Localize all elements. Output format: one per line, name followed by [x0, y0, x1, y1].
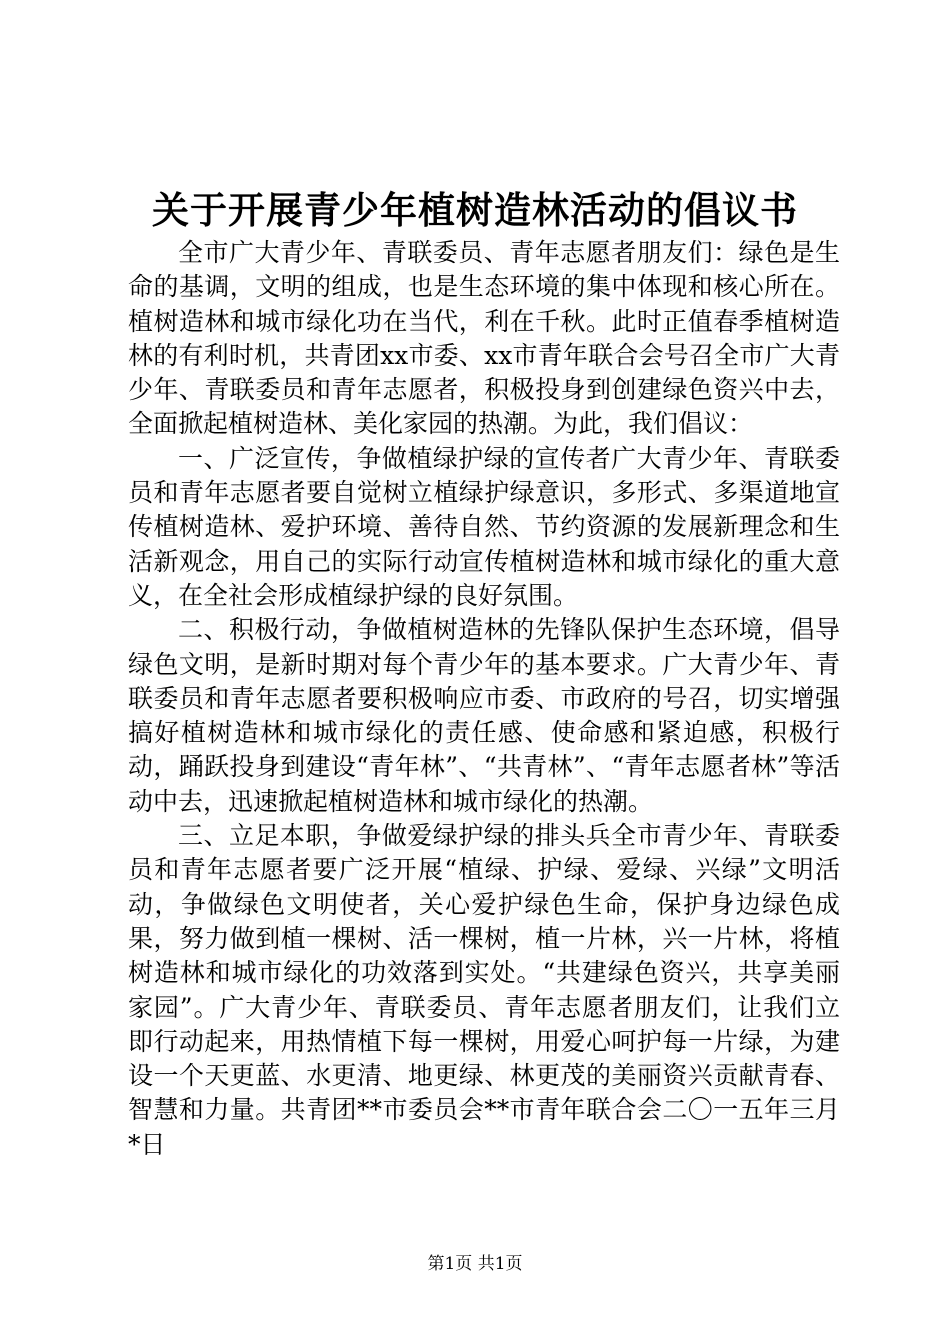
proposal-3-paragraph: 三、立足本职，争做爱绿护绿的排头兵全市青少年、青联委员和青年志愿者要广泛开展“植绿、护绿、爱绿、兴绿”文明活动，争做绿色文明使者，关心爱护绿色生命，保护身边绿色成果，努力做到植一棵树、活一棵树，植一片林，兴一片林，将植树造林和城市绿化的功效落到实处。“共建绿色资兴，共享美丽家园”。广大青少年、青联委员、青年志愿者朋友们，让我们立即行动起来，用热情植下每一棵树，用爱心呵护每一片绿，为建设一个天更蓝、水更清、地更绿、林更茂的美丽资兴贡献青春、智慧和力量。共青团**市委员会**市青年联合会二〇一五年三月*日: [128, 821, 840, 1159]
intro-paragraph: 全市广大青少年、青联委员、青年志愿者朋友们：绿色是生命的基调，文明的组成，也是生态环境的集中体现和核心所在。植树造林和城市绿化功在当代，利在千秋。此时正值春季植树造林的有利时机，共青团xx市委、xx市青年联合会号召全市广大青少年、青联委员和青年志愿者，积极投身到创建绿色资兴中去，全面掀起植树造林、美化家园的热潮。为此，我们倡议：: [128, 238, 840, 439]
page-number-footer: 第1页 共1页: [427, 1254, 523, 1274]
proposal-2-paragraph: 二、积极行动，争做植树造林的先锋队保护生态环境，倡导绿色文明，是新时期对每个青少年的基本要求。广大青少年、青联委员和青年志愿者要积极响应市委、市政府的号召，切实增强搞好植树造林和城市绿化的责任感、使命感和紧迫感，积极行动，踊跃投身到建设“青年林”、“共青林”、“青年志愿者林”等活动中去，迅速掀起植树造林和城市绿化的热潮。: [128, 615, 840, 816]
document-body: [128, 236, 840, 1162]
document-title: 关于开展青少年植树造林活动的倡议书: [152, 188, 798, 232]
proposal-1-paragraph: 一、广泛宣传，争做植绿护绿的宣传者广大青少年、青联委员和青年志愿者要自觉树立植绿护绿意识，多形式、多渠道地宣传植树造林、爱护环境、善待自然、节约资源的发展新理念和生活新观念，用自己的实际行动宣传植树造林和城市绿化的重大意义，在全社会形成植绿护绿的良好氛围。: [128, 443, 840, 610]
